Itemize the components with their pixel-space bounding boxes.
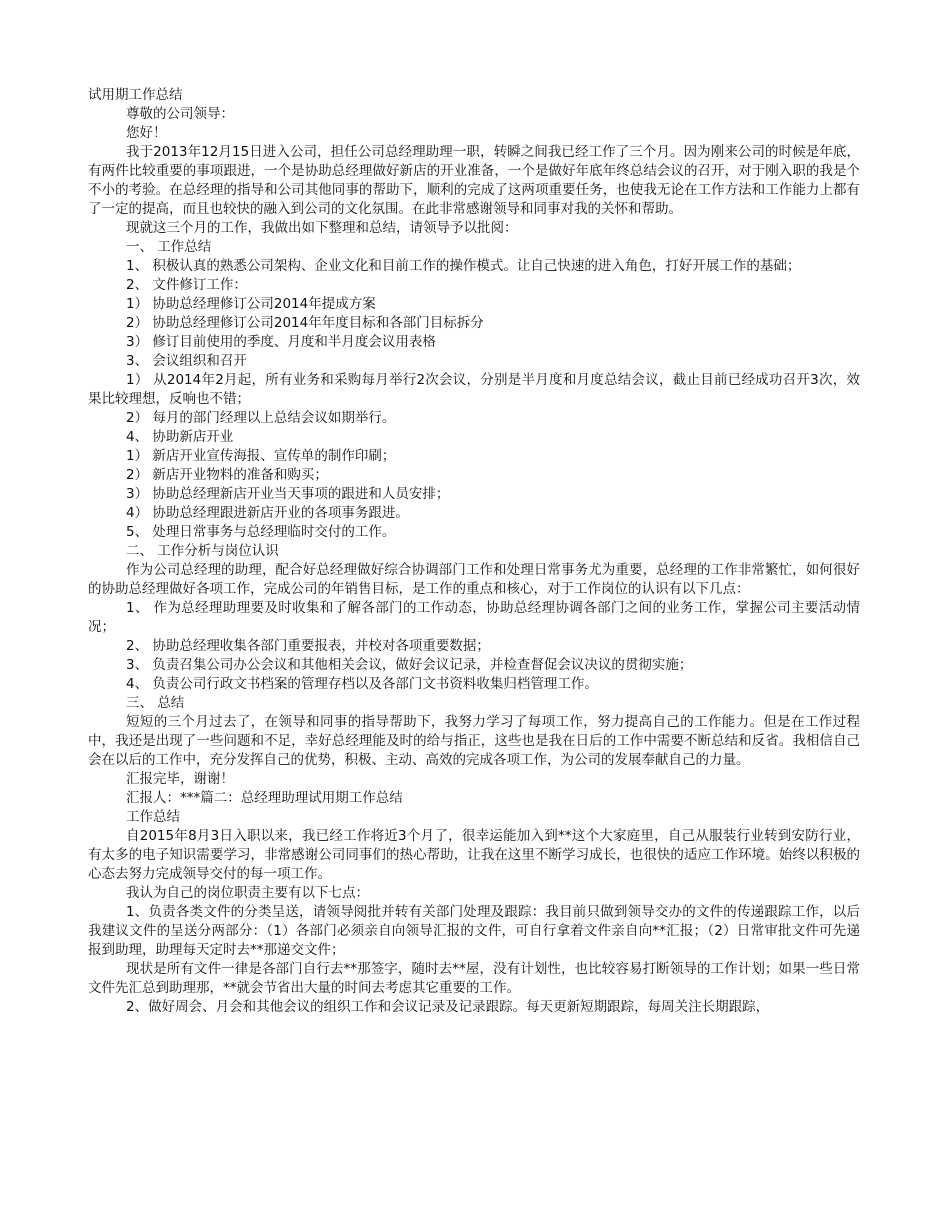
list-item: 3） 修订目前使用的季度、月度和半月度会议用表格 — [126, 334, 436, 350]
section-heading: 三、 总结 — [126, 695, 185, 711]
list-item: 4） 协助总经理跟进新店开业的各项事务跟进。 — [126, 505, 409, 521]
list-item: 1、 作为总经理助理要及时收集和了解各部门的工作动态，协助总经理协调各部门之间的业务工作，掌握公司主要活动情况； — [88, 600, 860, 635]
list-item: 1、 积极认真的熟悉公司架构、企业文化和目前工作的操作模式。让自己快速的进入角色，打好开展工作的基础； — [126, 258, 801, 274]
document-page — [88, 86, 860, 1017]
list-item: 3） 协助总经理新店开业当天事项的跟进和人员安排； — [126, 486, 450, 502]
list-item: 2） 新店开业物料的准备和购买； — [126, 467, 328, 483]
section-heading: 一、 工作总结 — [126, 239, 212, 255]
paragraph: 现状是所有文件一律是各部门自行去**那签字，随时去**屋，没有计划性，也比较容易打断领导的工作计划；如果一些日常文件先汇总到助理那，**就会节省出大量的时间去考虑其它重要的工作。 — [88, 961, 860, 996]
paragraph: 尊敬的公司领导： — [126, 106, 234, 122]
list-item: 1） 从2014年2月起，所有业务和采购每月举行2次会议，分别是半月度和月度总结会议，截止目前已经成功召开3次，效果比较理想，反响也不错； — [88, 372, 860, 407]
paragraph: 您好！ — [126, 125, 167, 141]
list-item: 2） 每月的部门经理以上总结会议如期举行。 — [126, 410, 396, 426]
list-item: 4、 负责公司行政文书档案的管理存档以及各部门文书资料收集归档管理工作。 — [126, 676, 598, 692]
list-item: 2、 文件修订工作： — [126, 277, 247, 293]
list-item: 3、 会议组织和召开 — [126, 353, 247, 369]
paragraph: 短短的三个月过去了，在领导和同事的指导帮助下，我努力学习了每项工作，努力提高自己的工作能力。但是在工作过程中，我还是出现了一些问题和不足，幸好总经理能及时的给与指正，这些也是我在日后的工作中需要不断总结和反省。我相信自己会在以后的工作中，充分发挥自己的优势，积极、主动、高效的完成各项工作，为公司的发展奉献自己的力量。 — [88, 714, 860, 768]
paragraph: 1、负责各类文件的分类呈送，请领导阅批并转有关部门处理及跟踪：我目前只做到领导交办的文件的传递跟踪工作，以后我建议文件的呈送分两部分：（1）各部门必须亲自向领导汇报的文件，可自行拿着文件亲自向**汇报；（2）日常审批文件可先递报到助理，助理每天定时去**那递交文件； — [88, 904, 860, 958]
list-item: 2、 协助总经理收集各部门重要报表，并校对各项重要数据； — [126, 638, 490, 654]
paragraph: 我认为自己的岗位职责主要有以下七点： — [126, 885, 369, 901]
document-title: 试用期工作总结 — [88, 87, 183, 103]
paragraph: 汇报人：***篇二：总经理助理试用期工作总结 — [126, 790, 403, 806]
list-item: 2） 协助总经理修订公司2014年年度目标和各部门目标拆分 — [126, 315, 484, 331]
list-item: 1） 新店开业宣传海报、宣传单的制作印刷； — [126, 448, 396, 464]
paragraph: 自2015年8月3日入职以来，我已经工作将近3个月了，很幸运能加入到**这个大家庭里，自己从服装行业转到安防行业，有太多的电子知识需要学习，非常感谢公司同事们的热心帮助，让我在这里不断学习成长，也很快的适应工作环境。始终以积极的心态去努力完成领导交付的每一项工作。 — [88, 828, 860, 882]
paragraph: 作为公司总经理的助理，配合好总经理做好综合协调部门工作和处理日常事务尤为重要，总经理的工作非常繁忙，如何很好的协助总经理做好各项工作，完成公司的年销售目标，是工作的重点和核心，对于工作岗位的认识有以下几点： — [88, 562, 860, 597]
paragraph: 我于2013年12月15日进入公司，担任公司总经理助理一职，转瞬之间我已经工作了三个月。因为刚来公司的时候是年底，有两件比较重要的事项跟进，一个是协助总经理做好新店的开业准备，一个是做好年底年终总结会议的召开，对于刚入职的我是个不小的考验。在总经理的指导和公司其他同事的帮助下，顺利的完成了这两项重要任务，也使我无论在工作方法和工作能力上都有了一定的提高，而且也较快的融入到公司的文化氛围。在此非常感谢领导和同事对我的关怀和帮助。 — [88, 144, 860, 217]
list-item: 3、 负责召集公司办公会议和其他相关会议，做好会议记录，并检查督促会议决议的贯彻实施； — [126, 657, 693, 673]
paragraph: 工作总结 — [126, 809, 180, 825]
paragraph: 2、做好周会、月会和其他会议的组织工作和会议记录及记录跟踪。每天更新短期跟踪，每周关注长期跟踪， — [126, 999, 770, 1015]
list-item: 5、 处理日常事务与总经理临时交付的工作。 — [126, 524, 396, 540]
section-heading: 二、 工作分析与岗位认识 — [126, 543, 279, 559]
paragraph: 现就这三个月的工作，我做出如下整理和总结，请领导予以批阅： — [126, 220, 518, 236]
list-item: 1） 协助总经理修订公司2014年提成方案 — [126, 296, 376, 312]
paragraph: 汇报完毕，谢谢！ — [126, 771, 234, 787]
list-item: 4、 协助新店开业 — [126, 429, 234, 445]
